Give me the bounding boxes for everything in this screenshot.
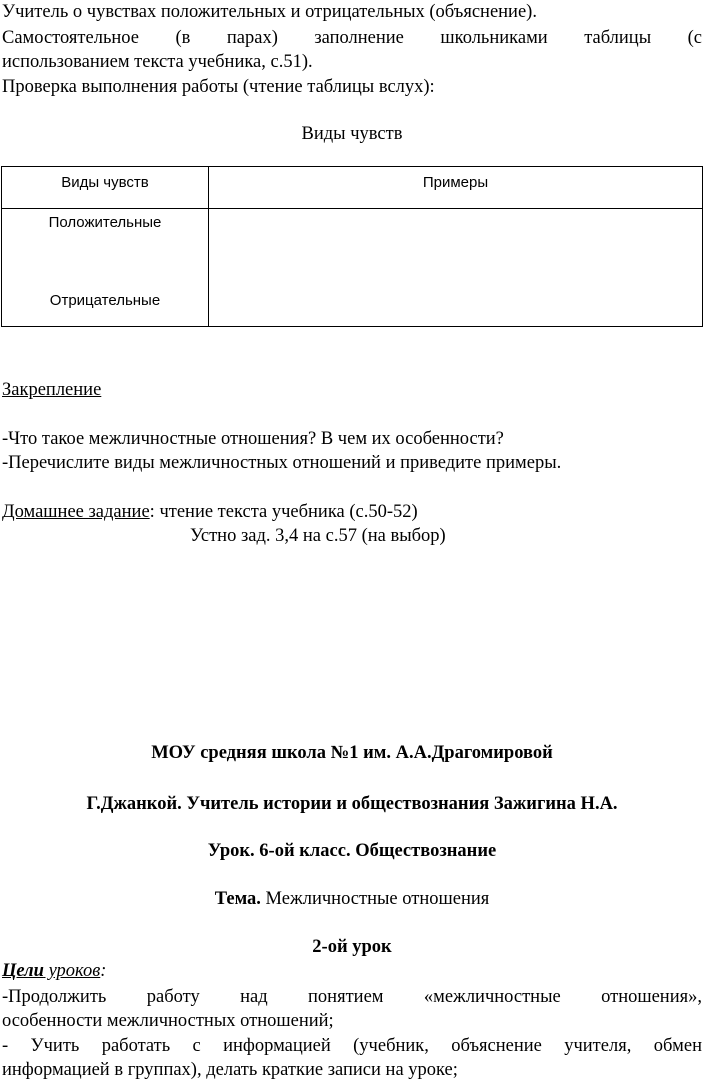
homework-label: Домашнее задание [2,502,150,522]
goals-line-1: -Продолжить работу над понятием «межличностные отношения», [2,987,702,1007]
row-label-positive: Положительные [48,214,162,231]
teacher-line: Г.Джанкой. Учитель истории и обществознания Зажигина Н.А. [86,794,618,814]
lesson-line: Урок. 6-ой класс. Обществознание [207,841,497,861]
intro-line-1: Учитель о чувствах положительных и отрицательных (объяснение). [2,2,537,22]
homework-line-1: Домашнее задание: чтение текста учебника (с.50-52) [2,502,418,522]
intro-line-3: использованием текста учебника, с.51). [2,52,313,72]
goals-label-bold: Цели [2,961,44,981]
intro-line-2: Самостоятельное (в парах) заполнение школьниками таблицы (с [2,28,702,48]
homework-line-2: Устно зад. 3,4 на с.57 (на выбор) [190,526,446,546]
table-caption: Виды чувств [301,124,403,144]
examples-cell [209,209,703,327]
school-title: МОУ средняя школа №1 им. А.А.Драгомировой [151,743,553,763]
topic-value: Межличностные отношения [260,889,490,909]
table-header-row [2,167,703,209]
feelings-table [1,166,703,327]
goals-line-2: особенности межличностных отношений; [2,1011,334,1031]
row-label-negative: Отрицательные [49,292,161,309]
goals-label-rest: уроков [43,961,101,981]
row-label-cell [2,209,209,327]
topic-line [0,887,704,911]
goals-heading: Цели уроков: [2,961,107,981]
topic-label: Тема. [214,889,261,909]
intro-line-4: Проверка выполнения работы (чтение таблицы вслух): [2,77,435,97]
consolidation-question-2: -Перечислите виды межличностных отношений и приведите примеры. [2,453,562,473]
goals-line-3: - Учить работать с информацией (учебник, объяснение учителя, обмен [2,1036,702,1056]
homework-text-1: чтение текста учебника (с.50-52) [154,502,418,522]
header-cell-types: Виды чувств [2,167,209,209]
lesson-number: 2-ой урок [312,937,392,957]
consolidation-heading: Закрепление [2,380,102,400]
header-cell-examples: Примеры [209,167,703,209]
goals-line-4: информацией в группах), делать краткие записи на уроке; [2,1060,458,1080]
consolidation-question-1: -Что такое межличностные отношения? В чем их особенности? [2,429,504,449]
table-row [2,209,703,327]
